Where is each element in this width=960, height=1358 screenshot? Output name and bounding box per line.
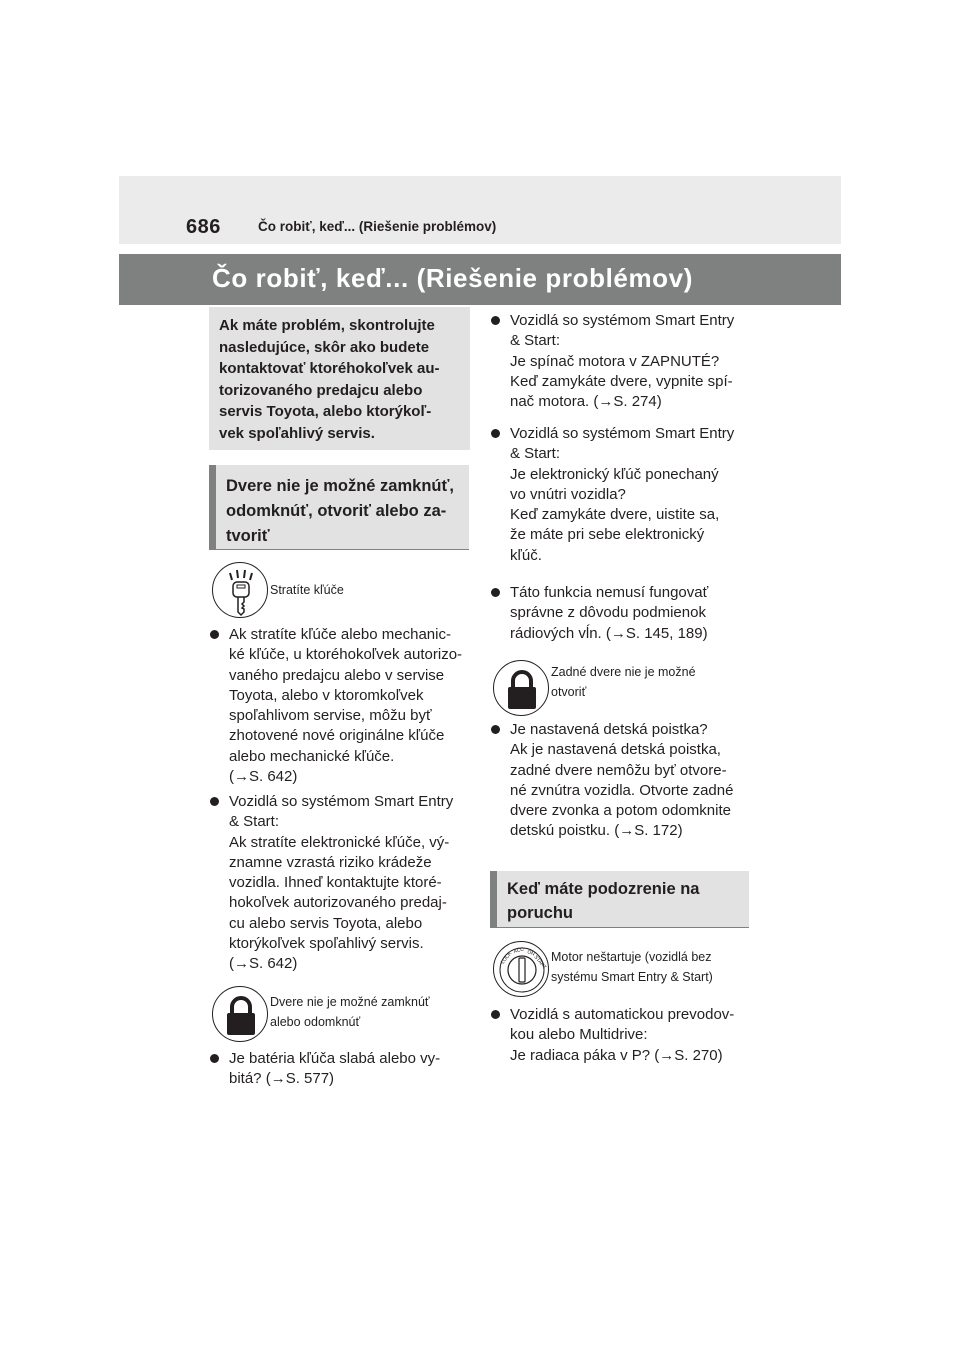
cannot-lock-label: Dvere nie je možné zamknúť alebo odomknúť <box>270 995 430 1029</box>
padlock-icon <box>212 986 268 1042</box>
key-icon <box>212 562 268 618</box>
bullet-dot <box>210 797 219 806</box>
switch-on-label: ON <box>526 949 536 958</box>
title-bar <box>119 254 841 305</box>
lost-keys-label: Stratíte kľúče <box>270 583 344 597</box>
bullet-text: Vozidlá so systémom Smart Entry & Start: Ak stratíte elektronické kľúče, vý- znamne vzrastá riziko krádeže vozidla. Ihneď kontaktujte ktoré- hokoľvek autorizovaného predaj- cu alebo servis Toyota, alebo ktorýkoľvek spoľahlivý servis. (→S. 642) <box>229 793 454 973</box>
page-title: Čo robiť, keď... (Riešenie problémov) <box>212 263 693 293</box>
ignition-switch-icon <box>493 941 549 997</box>
rear-doors-row <box>493 660 753 716</box>
switch-acc-label: ACC <box>512 946 525 955</box>
bullet-text: Je nastavená detská poistka? Ak je nastavená detská poistka, zadné dvere nemôžu byť otvore- né zvnútra vozidla. Otvorte zadné dvere zvonka a potom odomknite detskú poistku. (→S. 172) <box>510 721 734 840</box>
running-title: Čo robiť, keď... (Riešenie problémov) <box>258 219 497 234</box>
bullet-text: Vozidlá so systémom Smart Entry & Start: Je elektronický kľúč ponechaný vo vnútri vozidla? Keď zamykáte dvere, uistite sa, že máte pri sebe elektronický kľúč. <box>510 425 735 564</box>
rear-doors-label: Zadné dvere nie je možné otvoriť <box>551 665 696 699</box>
lost-keys-row <box>212 562 472 618</box>
bullet-dot <box>491 725 500 734</box>
bullet-text: Táto funkcia nemusí fungovať správne z dôvodu podmienok rádiových vĺn. (→S. 145, 189) <box>510 584 709 642</box>
bullet-dot <box>491 1010 500 1019</box>
bullet-text: Vozidlá so systémom Smart Entry & Start: Je spínač motora v ZAPNUTÉ? Keď zamykáte dvere, vypnite spí- nač motora. (→S. 274) <box>510 312 735 411</box>
section-heading-malfunction <box>490 871 749 928</box>
switch-start-label: START <box>532 954 548 971</box>
switch-lock-label: LOCK <box>499 950 514 966</box>
bullet-text: Vozidlá s automatickou prevodov- kou alebo Multidrive: Je radiaca páka v P? (→S. 270) <box>510 1006 735 1064</box>
intro-text: Ak máte problém, skontrolujte nasledujúce, skôr ako budete kontaktovať ktoréhokoľvek au- torizovaného predajcu alebo servis Toyota, alebo ktorýkoľ- vek spoľahlivý servis. <box>219 317 440 442</box>
bullet-text: Ak stratíte kľúče alebo mechanic- ké kľúče, u ktoréhokoľvek autorizo- vaného predajcu alebo v servise Toyota, alebo v ktoromkoľvek spoľahlivom servise, môžu byť zhotovené nové originálne kľúče alebo mechanické kľúče. (→S. 642) <box>229 626 463 786</box>
bullet-dot <box>210 1054 219 1063</box>
bullet-text: Je batéria kľúča slabá alebo vy- bitá? (→S. 577) <box>229 1050 441 1088</box>
engine-label: Motor neštartuje (vozidlá bez systému Smart Entry & Start) <box>551 950 713 984</box>
bullet-dot <box>491 588 500 597</box>
bullet-dot <box>491 316 500 325</box>
cannot-lock-row <box>212 986 472 1042</box>
intro-box <box>209 307 470 450</box>
engine-row <box>493 941 757 997</box>
bullet-dot <box>491 429 500 438</box>
section-heading-doors <box>209 465 469 550</box>
section-heading-text: Dvere nie je možné zamknúť, odomknúť, otvoriť alebo za- tvoriť <box>226 477 454 545</box>
padlock-icon <box>493 660 549 716</box>
page-number: 686 <box>186 216 221 238</box>
bullet-dot <box>210 630 219 639</box>
section-heading-text: Keď máte podozrenie na poruchu <box>507 880 700 922</box>
